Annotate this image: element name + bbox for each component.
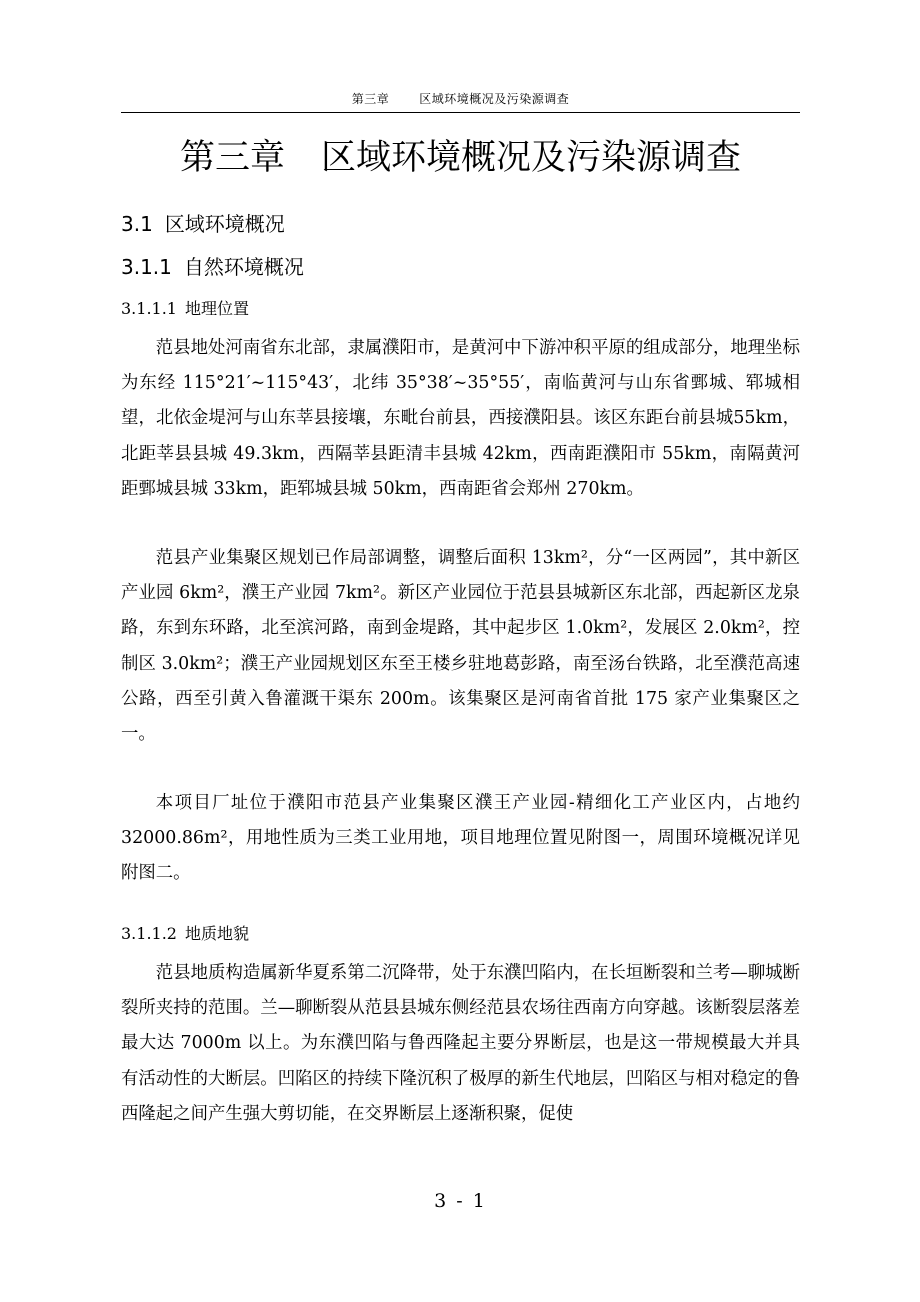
paragraph-geology: 范县地质构造属新华夏系第二沉降带，处于东濮凹陷内，在长垣断裂和兰考—聊城断裂所夹持的范围。兰—聊断裂从范县县城东侧经范县农场往西南方向穿越。该断裂层落差最大达 7000m 以上。为东濮凹陷与鲁西隆起主要分界断层，也是这一带规模最大并具有活动性的大断层。凹陷区的持续下隆沉积了极厚的新生代地层，凹陷区与相对稳定的鲁西隆起之间产生强大剪切能，在交界断层上逐渐积聚，促使	[121, 963, 800, 1124]
page-number: 3 - 1	[434, 1190, 487, 1212]
chapter-title-text: 区域环境概况及污染源调查	[321, 138, 742, 178]
section-title: 地质地貌	[184, 924, 249, 943]
section-number: 3.1	[121, 212, 153, 236]
running-header-topic: 区域环境概况及污染源调查	[419, 92, 570, 106]
section-heading-3-1-1	[121, 253, 304, 281]
section-heading-3-1-1-2	[121, 921, 249, 947]
paragraph-industrial-zone: 范县产业集聚区规划已作局部调整，调整后面积 13km²，分“一区两园”，其中新区产业园 6km²，濮王产业园 7km²。新区产业园位于范县县城新区东北部，西起新区龙泉路，东到东环路，北至滨河路，南到金堤路，其中起步区 1.0km²，发展区 2.0km²，控制区 3.0km²；濮王产业园规划区东至王楼乡驻地葛彭路，南至汤台铁路，北至濮范高速公路，西至引黄入鲁灌溉干渠东 200m。该集聚区是河南省首批 175 家产业集聚区之一。	[121, 548, 800, 745]
section-heading-3-1-1-1	[121, 296, 249, 322]
section-title: 区域环境概况	[164, 212, 285, 236]
chapter-title	[121, 134, 800, 182]
section-title: 地理位置	[184, 299, 249, 318]
section-number: 3.1.1	[121, 255, 172, 279]
header-rule	[121, 112, 800, 113]
paragraph-project-site: 本项目厂址位于濮阳市范县产业集聚区濮王产业园-精细化工产业区内，占地约32000.86m²，用地性质为三类工业用地，项目地理位置见附图一，周围环境概况详见附图二。	[121, 793, 800, 884]
chapter-title-number: 第三章	[179, 138, 285, 178]
running-header	[121, 90, 800, 107]
section-number: 3.1.1.1	[121, 299, 177, 318]
section-heading-3-1	[121, 210, 285, 238]
paragraph-location: 范县地处河南省东北部，隶属濮阳市，是黄河中下游冲积平原的组成部分，地理坐标为东经 115°21′~115°43′，北纬 35°38′~35°55′，南临黄河与山东省鄄城、郓城相望，北依金堤河与山东莘县接壤，东毗台前县，西接濮阳县。该区东距台前县城55km，北距莘县县城 49.3km，西隔莘县距清丰县城 42km，西南距濮阳市 55km，南隔黄河距鄄城县城 33km，距郓城县城 50km，西南距省会郑州 270km。	[121, 338, 800, 499]
section-title: 自然环境概况	[183, 255, 304, 279]
section-number: 3.1.1.2	[121, 924, 177, 943]
running-header-chapter: 第三章	[351, 92, 390, 106]
